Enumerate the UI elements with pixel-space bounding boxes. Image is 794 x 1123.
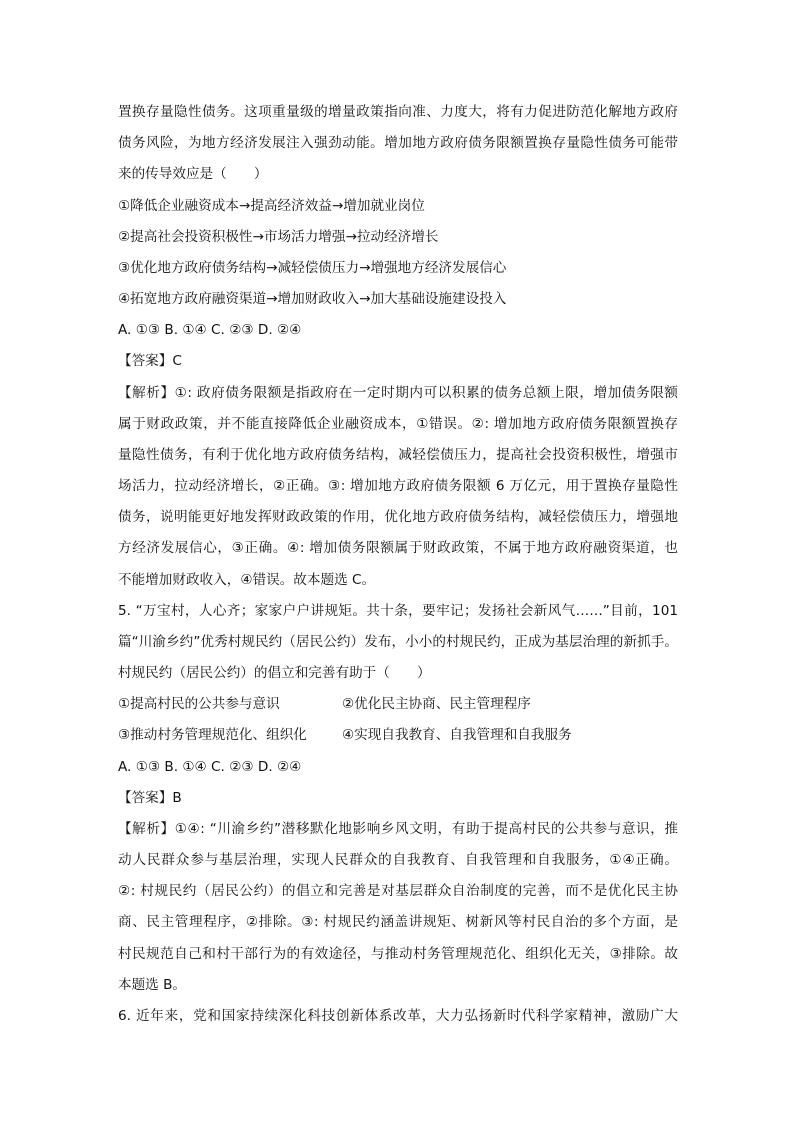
text-line: 置换存量隐性债务。这项重量级的增量政策指向准、力度大，将有力促进防范化解地方政府 <box>118 104 678 120</box>
text-line: 5. “万宝村，人心齐；家家户户讲规矩。共十条，要牢记；发扬社会新风气……”目前，101 <box>118 602 678 619</box>
text-line: 【答案】C <box>118 353 182 370</box>
text-line: ②: 村规民约（居民公约）的倡立和完善是对基层群众自治制度的完善，而不是优化民主协 <box>118 883 678 900</box>
option-text: ④实现自我教育、自我管理和自我服务 <box>342 727 572 744</box>
text-line: 债务，说明能更好地发挥财政政策的作用，优化地方政府债务结构，减轻偿债压力，增强地 <box>118 509 678 526</box>
text-line: 本题选 B。 <box>118 976 187 993</box>
text-line: ①降低企业融资成本→提高经济效益→增加就业岗位 <box>118 197 425 214</box>
text-line: 【解析】①④: “川渝乡约”潜移默化地影响乡风文明，有助于提高村民的公共参与意识，推 <box>118 820 678 837</box>
text-line: A. ①③ B. ①④ C. ②③ D. ②④ <box>118 758 302 775</box>
text-line: 不能增加财政收入，④错误。故本题选 C。 <box>118 571 376 588</box>
option-row <box>118 695 678 713</box>
text-line: 【解析】①: 政府债务限额是指政府在一定时期内可以积累的债务总额上限，增加债务限额 <box>118 384 678 401</box>
text-line: 6. 近年来，党和国家持续深化科技创新体系改革，大力弘扬新时代科学家精神，激励广大 <box>118 1007 678 1024</box>
option-text: ①提高村民的公共参与意识 <box>118 696 280 713</box>
text-line: 方经济发展信心，③正确。④: 增加债务限额属于财政政策，不属于地方政府融资渠道，也 <box>118 540 678 557</box>
text-line: 量隐性债务，有利于优化地方政府债务结构，减轻偿债压力，提高社会投资积极性，增强市 <box>118 446 678 463</box>
text-line: A. ①③ B. ①④ C. ②③ D. ②④ <box>118 322 302 339</box>
text-line: 【答案】B <box>118 789 182 806</box>
text-line: 村民规范自己和村干部行为的有效途径，与推动村务管理规范化、组织化无关，③排除。故 <box>118 945 678 962</box>
option-text: ②优化民主协商、民主管理程序 <box>342 696 531 713</box>
option-row <box>118 726 678 744</box>
text-line: 篇“川渝乡约”优秀村规民约（居民公约）发布，小小的村规民约，正成为基层治理的新抓手。 <box>118 633 678 650</box>
text-line: 场活力，拉动经济增长，②正确。③: 增加地方政府债务限额 6 万亿元，用于置换存量隐性 <box>118 478 678 495</box>
text-line: ③优化地方政府债务结构→减轻偿债压力→增强地方经济发展信心 <box>118 259 507 276</box>
text-line: 属于财政政策，并不能直接降低企业融资成本，①错误。②: 增加地方政府债务限额置换存 <box>118 415 678 432</box>
text-line: 商、民主管理程序，②排除。③: 村规民约涵盖讲规矩、树新风等村民自治的多个方面，是 <box>118 914 678 931</box>
option-text: ③推动村务管理规范化、组织化 <box>118 727 307 744</box>
text-line: ④拓宽地方政府融资渠道→增加财政收入→加大基础设施建设投入 <box>118 291 507 308</box>
text-line: 村规民约（居民公约）的倡立和完善有助于（ ） <box>118 665 431 682</box>
text-line: 来的传导效应是（ ） <box>118 166 268 183</box>
text-line: ②提高社会投资积极性→市场活力增强→拉动经济增长 <box>118 228 439 245</box>
text-line: 动人民群众参与基层治理，实现人民群众的自我教育、自我管理和自我服务，①④正确。 <box>118 852 678 869</box>
text-line: 债务风险，为地方经济发展注入强劲动能。增加地方政府债务限额置换存量隐性债务可能带 <box>118 135 678 152</box>
